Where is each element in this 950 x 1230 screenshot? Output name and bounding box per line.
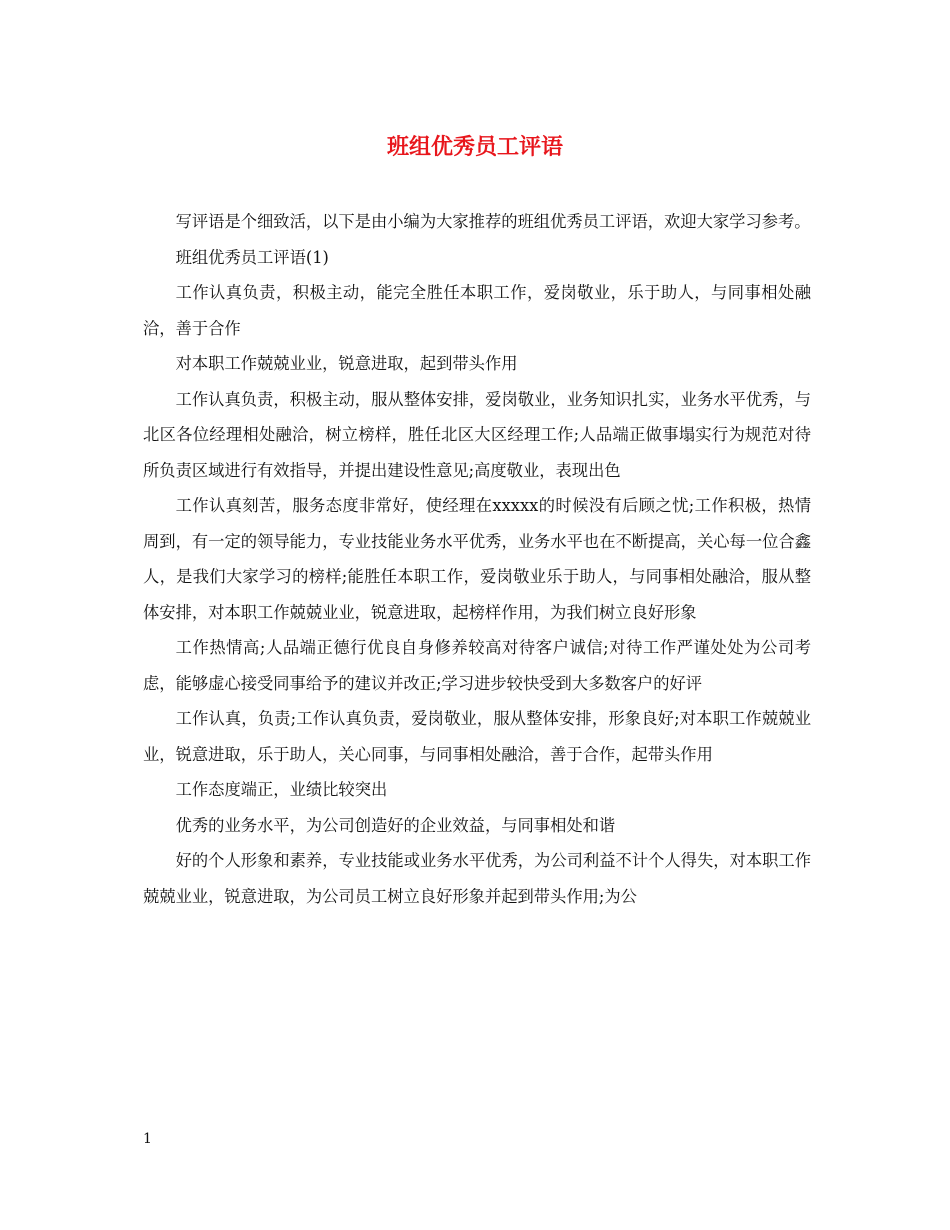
paragraph: 对本职工作兢兢业业，锐意进取，起到带头作用 (175, 354, 518, 373)
page-number: 1 (143, 1131, 152, 1147)
paragraph: 工作认真负责，积极主动，服从整体安排，爱岗敬业，业务知识扎实，业务水平优秀，与北区各位经理相处融洽，树立榜样，胜任北区大区经理工作;人品端正做事塌实行为规范对待所负责区域进行有效指导，并提出建设性意见;高度敬业，表现出色 (143, 389, 811, 480)
paragraph: 优秀的业务水平，为公司创造好的企业效益，与同事相处和谐 (175, 815, 616, 835)
paragraph-intro: 写评语是个细致活，以下是由小编为大家推荐的班组优秀员工评语，欢迎大家学习参考。 (175, 212, 811, 231)
paragraph: 好的个人形象和素养，专业技能或业务水平优秀，为公司利益不计个人得失，对本职工作兢兢业业，锐意进取，为公司员工树立良好形象并起到带头作用;为公 (143, 851, 811, 906)
paragraph: 工作认真，负责;工作认真负责，爱岗敬业，服从整体安排，形象良好;对本职工作兢兢业业，锐意进取，乐于助人，关心同事，与同事相处融洽，善于合作，起带头作用 (143, 709, 811, 764)
section-heading: 班组优秀员工评语(1) (175, 247, 329, 267)
paragraph: 工作热情高;人品端正德行优良自身修养较高对待客户诚信;对待工作严谨处处为公司考虑，能够虚心接受同事给予的建议并改正;学习进步较快受到大多数客户的好评 (143, 638, 811, 693)
paragraph: 工作态度端正，业绩比较突出 (175, 780, 388, 799)
document-title: 班组优秀员工评语 (386, 135, 563, 160)
paragraph: 工作认真负责，积极主动，能完全胜任本职工作，爱岗敬业，乐于助人，与同事相处融洽，善于合作 (143, 283, 811, 338)
document-body (143, 204, 811, 914)
paragraph: 工作认真刻苦，服务态度非常好，使经理在xxxxx的时候没有后顾之忧;工作积极，热情周到，有一定的领导能力，专业技能业务水平优秀，业务水平也在不断提高，关心每一位合鑫人，是我们大家学习的榜样;能胜任本职工作，爱岗敬业乐于助人，与同事相处融洽，服从整体安排，对本职工作兢兢业业，锐意进取，起榜样作用，为我们树立良好形象 (143, 496, 811, 622)
